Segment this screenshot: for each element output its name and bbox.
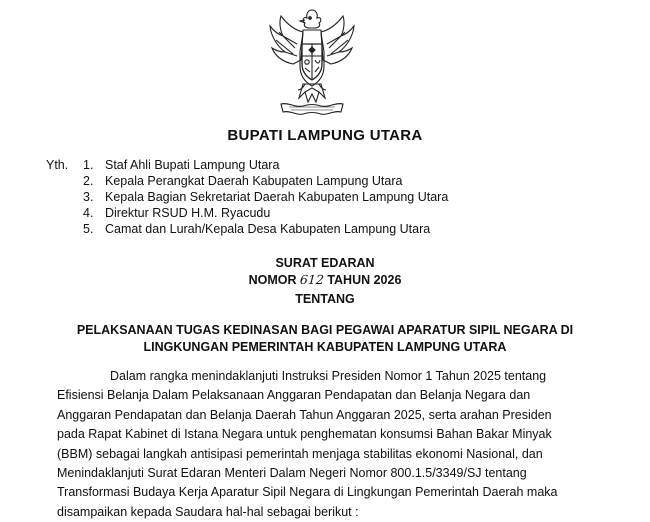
addressee-list	[83, 157, 603, 237]
body-line: Dalam rangka menindaklanjuti Instruksi Presiden Nomor 1 Tahun 2025 tentang	[110, 369, 547, 383]
salutation: Yth.	[46, 158, 69, 172]
about-heading: TENTANG	[295, 292, 355, 306]
body-line: Menindaklanjuti Surat Edaran Menteri Dalam Negeri Nomor 800.1.5/3349/SJ tentang	[57, 465, 527, 480]
office-title: BUPATI LAMPUNG UTARA	[227, 127, 423, 144]
list-item: 1. Staf Ahli Bupati Lampung Utara	[83, 158, 280, 172]
body-line: (BBM) sebagai langkah antisipasi pemerintah menjaga stabilitas ekonomi Nasional, dan	[57, 446, 543, 461]
circular-number: NOMOR 612 TAHUN 2026	[248, 272, 402, 287]
circular-title: SURAT EDARAN	[275, 256, 375, 270]
list-item: 5. Camat dan Lurah/Kepala Desa Kabupaten Lampung Utara	[83, 222, 431, 236]
body-line: pada Rapat Kabinet di Istana Negara untuk penghematan konsumsi Bahan Bakar Minyak	[57, 427, 552, 442]
body-line: Efisiensi Belanja Dalam Pelaksanaan Anggaran Pendapatan dan Belanja Negara dan	[57, 388, 531, 403]
list-item: 2. Kepala Perangkat Daerah Kabupaten Lampung Utara	[83, 174, 403, 188]
body-line: Transformasi Budaya Kerja Aparatur Sipil Negara di Lingkungan Pemerintah Daerah maka	[57, 485, 558, 500]
body-line: Anggaran Pendapatan dan Belanja Daerah Tahun Anggaran 2025, serta arahan Presiden	[57, 407, 552, 422]
subject-line-2: LINGKUNGAN PEMERINTAH KABUPATEN LAMPUNG UTARA	[143, 340, 507, 354]
subject-line-1: PELAKSANAAN TUGAS KEDINASAN BAGI PEGAWAI APARATUR SIPIL NEGARA DI	[76, 323, 574, 337]
garuda-pancasila-emblem-icon	[265, 4, 359, 122]
body-paragraph	[57, 367, 597, 522]
list-item: 4. Direktur RSUD H.M. Ryacudu	[83, 206, 271, 220]
list-item: 3. Kepala Bagian Sekretariat Daerah Kabupaten Lampung Utara	[83, 190, 449, 204]
handwritten-number: 612	[299, 272, 325, 287]
body-line: disampaikan kepada Saudara hal-hal sebagai berikut :	[57, 504, 359, 519]
